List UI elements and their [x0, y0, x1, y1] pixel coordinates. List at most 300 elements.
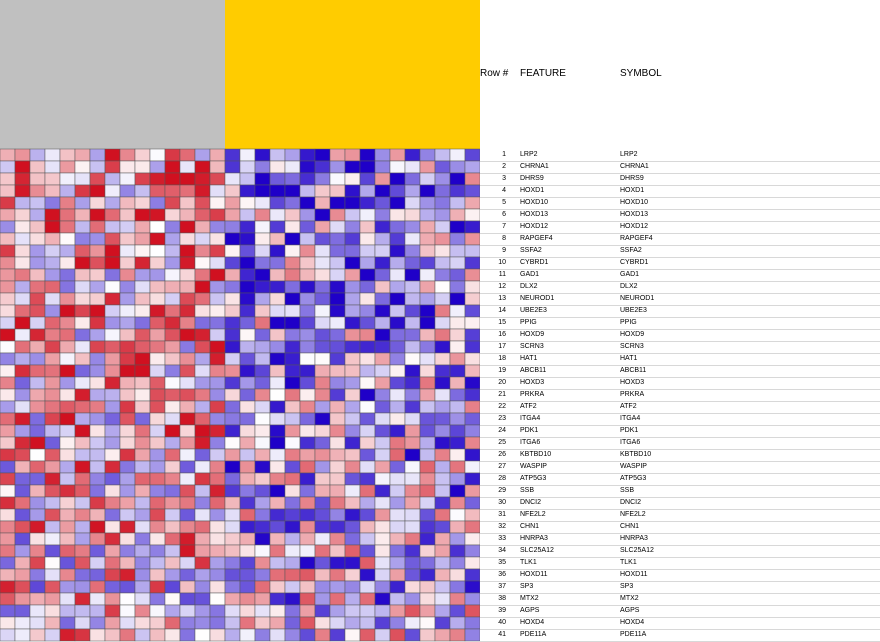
heatmap-cell — [135, 533, 150, 545]
heatmap-cell — [165, 209, 180, 221]
heatmap-cell — [435, 533, 450, 545]
heatmap-cell — [375, 509, 390, 521]
heatmap-cell — [315, 473, 330, 485]
heatmap-cell — [0, 389, 15, 401]
heatmap-cell — [165, 473, 180, 485]
heatmap-cell — [45, 617, 60, 629]
heatmap-cell — [30, 545, 45, 557]
heatmap-cell — [255, 341, 270, 353]
heatmap-cell — [165, 401, 180, 413]
heatmap-cell — [315, 533, 330, 545]
row-number: 14 — [498, 307, 506, 314]
heatmap-cell — [405, 533, 420, 545]
heatmap-cell — [360, 485, 375, 497]
heatmap-cell — [360, 233, 375, 245]
heatmap-cell — [90, 629, 105, 641]
heatmap-cell — [90, 533, 105, 545]
heatmap-cell — [375, 293, 390, 305]
heatmap-cell — [60, 401, 75, 413]
heatmap-cell — [60, 605, 75, 617]
heatmap-cell — [165, 233, 180, 245]
heatmap-cell — [180, 593, 195, 605]
heatmap-cell — [165, 377, 180, 389]
heatmap-cell — [195, 533, 210, 545]
heatmap-cell — [150, 221, 165, 233]
row-number: 31 — [498, 511, 506, 518]
heatmap-cell — [405, 185, 420, 197]
heatmap-cell — [420, 593, 435, 605]
heatmap-cell — [180, 485, 195, 497]
heatmap-cell — [210, 533, 225, 545]
heatmap-cell — [195, 233, 210, 245]
heatmap-cell — [135, 389, 150, 401]
heatmap-cell — [390, 449, 405, 461]
heatmap-cell — [360, 389, 375, 401]
heatmap-cell — [330, 497, 345, 509]
heatmap-cell — [450, 305, 465, 317]
heatmap-cell — [30, 401, 45, 413]
heatmap-cell — [195, 377, 210, 389]
heatmap-cell — [105, 185, 120, 197]
heatmap-cell — [0, 281, 15, 293]
heatmap-cell — [315, 593, 330, 605]
heatmap-cell — [60, 581, 75, 593]
heatmap-cell — [195, 257, 210, 269]
heatmap-cell — [270, 593, 285, 605]
heatmap-cell — [465, 305, 480, 317]
heatmap-cell — [150, 209, 165, 221]
heatmap-cell — [420, 605, 435, 617]
heatmap-cell — [420, 293, 435, 305]
heatmap-cell — [390, 197, 405, 209]
heatmap-cell — [75, 449, 90, 461]
heatmap-cell — [435, 629, 450, 641]
heatmap-cell — [450, 581, 465, 593]
heatmap-cell — [330, 629, 345, 641]
heatmap-cell — [150, 353, 165, 365]
heatmap-cell — [30, 557, 45, 569]
heatmap-cell — [30, 257, 45, 269]
row-number: 2 — [502, 163, 506, 170]
row-number: 32 — [498, 523, 506, 530]
heatmap-cell — [405, 413, 420, 425]
heatmap-cell — [195, 305, 210, 317]
heatmap-cell — [240, 281, 255, 293]
heatmap-cell — [120, 185, 135, 197]
heatmap-cell — [420, 497, 435, 509]
heatmap-cell — [195, 545, 210, 557]
heatmap-cell — [270, 293, 285, 305]
heatmap-cell — [90, 401, 105, 413]
heatmap-cell — [270, 377, 285, 389]
feature-name: PDE11A — [520, 631, 547, 638]
heatmap-cell — [450, 233, 465, 245]
row-number: 35 — [498, 559, 506, 566]
heatmap-cell — [90, 257, 105, 269]
row-number: 7 — [502, 223, 506, 230]
heatmap-cell — [180, 365, 195, 377]
heatmap-cell — [225, 473, 240, 485]
heatmap-cell — [360, 149, 375, 161]
heatmap-cell — [240, 533, 255, 545]
heatmap-cell — [165, 509, 180, 521]
heatmap-cell — [210, 173, 225, 185]
heatmap-cell — [90, 269, 105, 281]
heatmap-cell — [135, 353, 150, 365]
heatmap-cell — [375, 305, 390, 317]
heatmap-cell — [105, 221, 120, 233]
heatmap-cell — [135, 173, 150, 185]
heatmap-cell — [345, 209, 360, 221]
heatmap-cell — [360, 365, 375, 377]
heatmap-cell — [270, 221, 285, 233]
heatmap-cell — [0, 233, 15, 245]
heatmap-cell — [255, 281, 270, 293]
heatmap-cell — [330, 413, 345, 425]
heatmap-cell — [165, 617, 180, 629]
heatmap-cell — [30, 161, 45, 173]
heatmap-cell — [60, 461, 75, 473]
gene-symbol: HOXD4 — [620, 619, 645, 626]
heatmap-cell — [450, 269, 465, 281]
heatmap-cell — [150, 341, 165, 353]
heatmap-cell — [0, 533, 15, 545]
gene-symbol: ATF2 — [620, 403, 637, 410]
heatmap-cell — [285, 413, 300, 425]
heatmap-cell — [180, 569, 195, 581]
heatmap-cell — [240, 341, 255, 353]
heatmap-cell — [300, 365, 315, 377]
heatmap-cell — [345, 305, 360, 317]
heatmap-cell — [120, 509, 135, 521]
feature-name: WASPIP — [520, 463, 547, 470]
heatmap-cell — [210, 377, 225, 389]
heatmap-cell — [120, 365, 135, 377]
heatmap-cell — [360, 521, 375, 533]
row-number: 24 — [498, 427, 506, 434]
heatmap-cell — [75, 557, 90, 569]
heatmap-cell — [30, 485, 45, 497]
heatmap-cell — [165, 281, 180, 293]
heatmap-cell — [180, 197, 195, 209]
heatmap-cell — [210, 305, 225, 317]
heatmap-cell — [150, 329, 165, 341]
heatmap-cell — [450, 329, 465, 341]
column-header-block — [420, 0, 435, 149]
feature-name: HOXD1 — [520, 187, 545, 194]
heatmap-cell — [45, 437, 60, 449]
heatmap-cell — [150, 389, 165, 401]
heatmap-cell — [180, 149, 195, 161]
heatmap-cell — [15, 557, 30, 569]
heatmap-cell — [45, 293, 60, 305]
heatmap-cell — [60, 425, 75, 437]
heatmap-cell — [225, 305, 240, 317]
heatmap-cell — [255, 221, 270, 233]
heatmap-cell — [360, 437, 375, 449]
heatmap-cell — [300, 449, 315, 461]
gene-symbol: DHRS9 — [620, 175, 644, 182]
heatmap-cell — [285, 317, 300, 329]
heatmap-cell — [345, 173, 360, 185]
heatmap-cell — [375, 365, 390, 377]
heatmap-cell — [360, 557, 375, 569]
heatmap-cell — [120, 161, 135, 173]
heatmap-cell — [285, 581, 300, 593]
row-number: 9 — [502, 247, 506, 254]
heatmap-cell — [300, 161, 315, 173]
row-number: 41 — [498, 631, 506, 638]
heatmap-cell — [60, 185, 75, 197]
heatmap-cell — [30, 569, 45, 581]
row-number: 8 — [502, 235, 506, 242]
heatmap-cell — [390, 521, 405, 533]
heatmap-cell — [15, 437, 30, 449]
heatmap-cell — [210, 245, 225, 257]
heatmap-cell — [465, 629, 480, 641]
heatmap-cell — [165, 569, 180, 581]
heatmap-cell — [135, 449, 150, 461]
heatmap-cell — [255, 437, 270, 449]
heatmap-cell — [120, 293, 135, 305]
heatmap-cell — [315, 485, 330, 497]
heatmap-cell — [345, 377, 360, 389]
heatmap-cell — [0, 197, 15, 209]
heatmap-cell — [345, 473, 360, 485]
heatmap-cell — [15, 329, 30, 341]
heatmap-cell — [270, 485, 285, 497]
heatmap-cell — [450, 377, 465, 389]
heatmap-cell — [465, 269, 480, 281]
heatmap-cell — [195, 449, 210, 461]
heatmap-cell — [75, 629, 90, 641]
heatmap-cell — [255, 269, 270, 281]
heatmap-cell — [450, 293, 465, 305]
heatmap-cell — [315, 545, 330, 557]
heatmap-cell — [375, 377, 390, 389]
heatmap-cell — [255, 401, 270, 413]
heatmap-cell — [195, 209, 210, 221]
heatmap-cell — [210, 617, 225, 629]
heatmap-cell — [390, 149, 405, 161]
feature-name: SP3 — [520, 583, 534, 590]
column-header-block — [240, 0, 255, 149]
heatmap-cell — [105, 281, 120, 293]
heatmap-cell — [120, 413, 135, 425]
heatmap-cell — [450, 617, 465, 629]
heatmap-cell — [435, 593, 450, 605]
heatmap-cell — [330, 185, 345, 197]
heatmap-cell — [120, 497, 135, 509]
heatmap-cell — [180, 461, 195, 473]
heatmap-cell — [180, 233, 195, 245]
heatmap-cell — [255, 617, 270, 629]
heatmap-cell — [105, 449, 120, 461]
heatmap-cell — [465, 545, 480, 557]
heatmap-cell — [270, 461, 285, 473]
heatmap-cell — [255, 413, 270, 425]
heatmap-cell — [150, 281, 165, 293]
heatmap-cell — [15, 521, 30, 533]
heatmap-cell — [0, 461, 15, 473]
heatmap-cell — [330, 545, 345, 557]
heatmap-cell — [75, 461, 90, 473]
heatmap-cell — [345, 629, 360, 641]
heatmap-cell — [240, 233, 255, 245]
heatmap-cell — [240, 557, 255, 569]
heatmap-cell — [0, 569, 15, 581]
heatmap-cell — [330, 269, 345, 281]
heatmap-cell — [375, 245, 390, 257]
heatmap-cell — [120, 341, 135, 353]
heatmap-cell — [15, 629, 30, 641]
heatmap-cell — [315, 557, 330, 569]
heatmap-cell — [405, 221, 420, 233]
heatmap-cell — [180, 557, 195, 569]
heatmap-cell — [345, 545, 360, 557]
heatmap-cell — [120, 629, 135, 641]
column-header-block — [165, 0, 180, 149]
heatmap-cell — [15, 569, 30, 581]
heatmap-cell — [390, 245, 405, 257]
heatmap-cell — [345, 221, 360, 233]
heatmap-cell — [90, 353, 105, 365]
heatmap-cell — [60, 569, 75, 581]
heatmap-cell — [30, 173, 45, 185]
heatmap-cell — [375, 173, 390, 185]
heatmap-cell — [285, 197, 300, 209]
heatmap-cell — [45, 161, 60, 173]
heatmap-cell — [300, 221, 315, 233]
heatmap-cell — [150, 161, 165, 173]
heatmap-cell — [285, 341, 300, 353]
heatmap-cell — [0, 269, 15, 281]
heatmap-cell — [330, 233, 345, 245]
heatmap-cell — [240, 185, 255, 197]
heatmap-cell — [30, 581, 45, 593]
heatmap-cell — [75, 221, 90, 233]
heatmap-cell — [45, 329, 60, 341]
heatmap-cell — [450, 449, 465, 461]
heatmap-cell — [450, 413, 465, 425]
heatmap-cell — [435, 473, 450, 485]
heatmap-cell — [405, 545, 420, 557]
heatmap-cell — [375, 413, 390, 425]
row-number: 26 — [498, 451, 506, 458]
heatmap-cell — [375, 269, 390, 281]
heatmap-cell — [285, 533, 300, 545]
heatmap-cell — [330, 401, 345, 413]
heatmap-cell — [0, 497, 15, 509]
heatmap-cell — [465, 329, 480, 341]
heatmap-cell — [450, 389, 465, 401]
heatmap-cell — [75, 269, 90, 281]
heatmap-cell — [90, 461, 105, 473]
heatmap-cell — [60, 629, 75, 641]
heatmap-cell — [405, 461, 420, 473]
heatmap-cell — [105, 293, 120, 305]
heatmap-cell — [180, 305, 195, 317]
column-header-block — [435, 0, 450, 149]
table-row — [480, 629, 880, 642]
column-header-block — [390, 0, 405, 149]
heatmap-cell — [180, 293, 195, 305]
heatmap-cell — [210, 545, 225, 557]
heatmap-cell — [375, 233, 390, 245]
heatmap-cell — [105, 533, 120, 545]
heatmap-cell — [150, 233, 165, 245]
heatmap-cell — [105, 605, 120, 617]
heatmap-cell — [180, 437, 195, 449]
heatmap-cell — [135, 245, 150, 257]
heatmap-cell — [150, 545, 165, 557]
heatmap-cell — [210, 569, 225, 581]
heatmap-cell — [105, 461, 120, 473]
heatmap-cell — [315, 425, 330, 437]
heatmap-cell — [165, 161, 180, 173]
heatmap-cell — [360, 605, 375, 617]
heatmap-cell — [30, 209, 45, 221]
heatmap-cell — [225, 221, 240, 233]
heatmap-cell — [120, 533, 135, 545]
heatmap-cell — [15, 293, 30, 305]
heatmap-cell — [150, 629, 165, 641]
heatmap-cell — [30, 437, 45, 449]
heatmap-cell — [15, 305, 30, 317]
heatmap-cell — [390, 485, 405, 497]
heatmap-cell — [450, 485, 465, 497]
heatmap-cell — [165, 449, 180, 461]
heatmap-cell — [60, 365, 75, 377]
heatmap-cell — [0, 209, 15, 221]
heatmap-cell — [300, 533, 315, 545]
heatmap-cell — [465, 473, 480, 485]
feature-name: DLX2 — [520, 283, 538, 290]
heatmap-cell — [0, 293, 15, 305]
heatmap-cell — [300, 473, 315, 485]
heatmap-cell — [300, 353, 315, 365]
heatmap-cell — [435, 317, 450, 329]
heatmap-cell — [105, 257, 120, 269]
row-number: 22 — [498, 403, 506, 410]
heatmap-cell — [45, 401, 60, 413]
heatmap-cell — [180, 329, 195, 341]
heatmap-cell — [210, 341, 225, 353]
heatmap-cell — [420, 533, 435, 545]
heatmap-cell — [30, 269, 45, 281]
heatmap-cell — [435, 209, 450, 221]
heatmap-cell — [225, 401, 240, 413]
heatmap-cell — [315, 353, 330, 365]
heatmap-cell — [300, 185, 315, 197]
heatmap-cell — [135, 305, 150, 317]
heatmap-cell — [180, 449, 195, 461]
heatmap-cell — [405, 485, 420, 497]
heatmap-cell — [225, 485, 240, 497]
heatmap-cell — [165, 557, 180, 569]
feature-header: FEATURE — [520, 68, 566, 79]
heatmap-cell — [270, 389, 285, 401]
heatmap-cell — [465, 461, 480, 473]
heatmap-cell — [30, 521, 45, 533]
heatmap-cell — [435, 305, 450, 317]
heatmap-cell — [240, 365, 255, 377]
heatmap-cell — [105, 437, 120, 449]
heatmap-cell — [135, 401, 150, 413]
heatmap-cell — [285, 173, 300, 185]
heatmap-cell — [15, 533, 30, 545]
heatmap-cell — [345, 497, 360, 509]
